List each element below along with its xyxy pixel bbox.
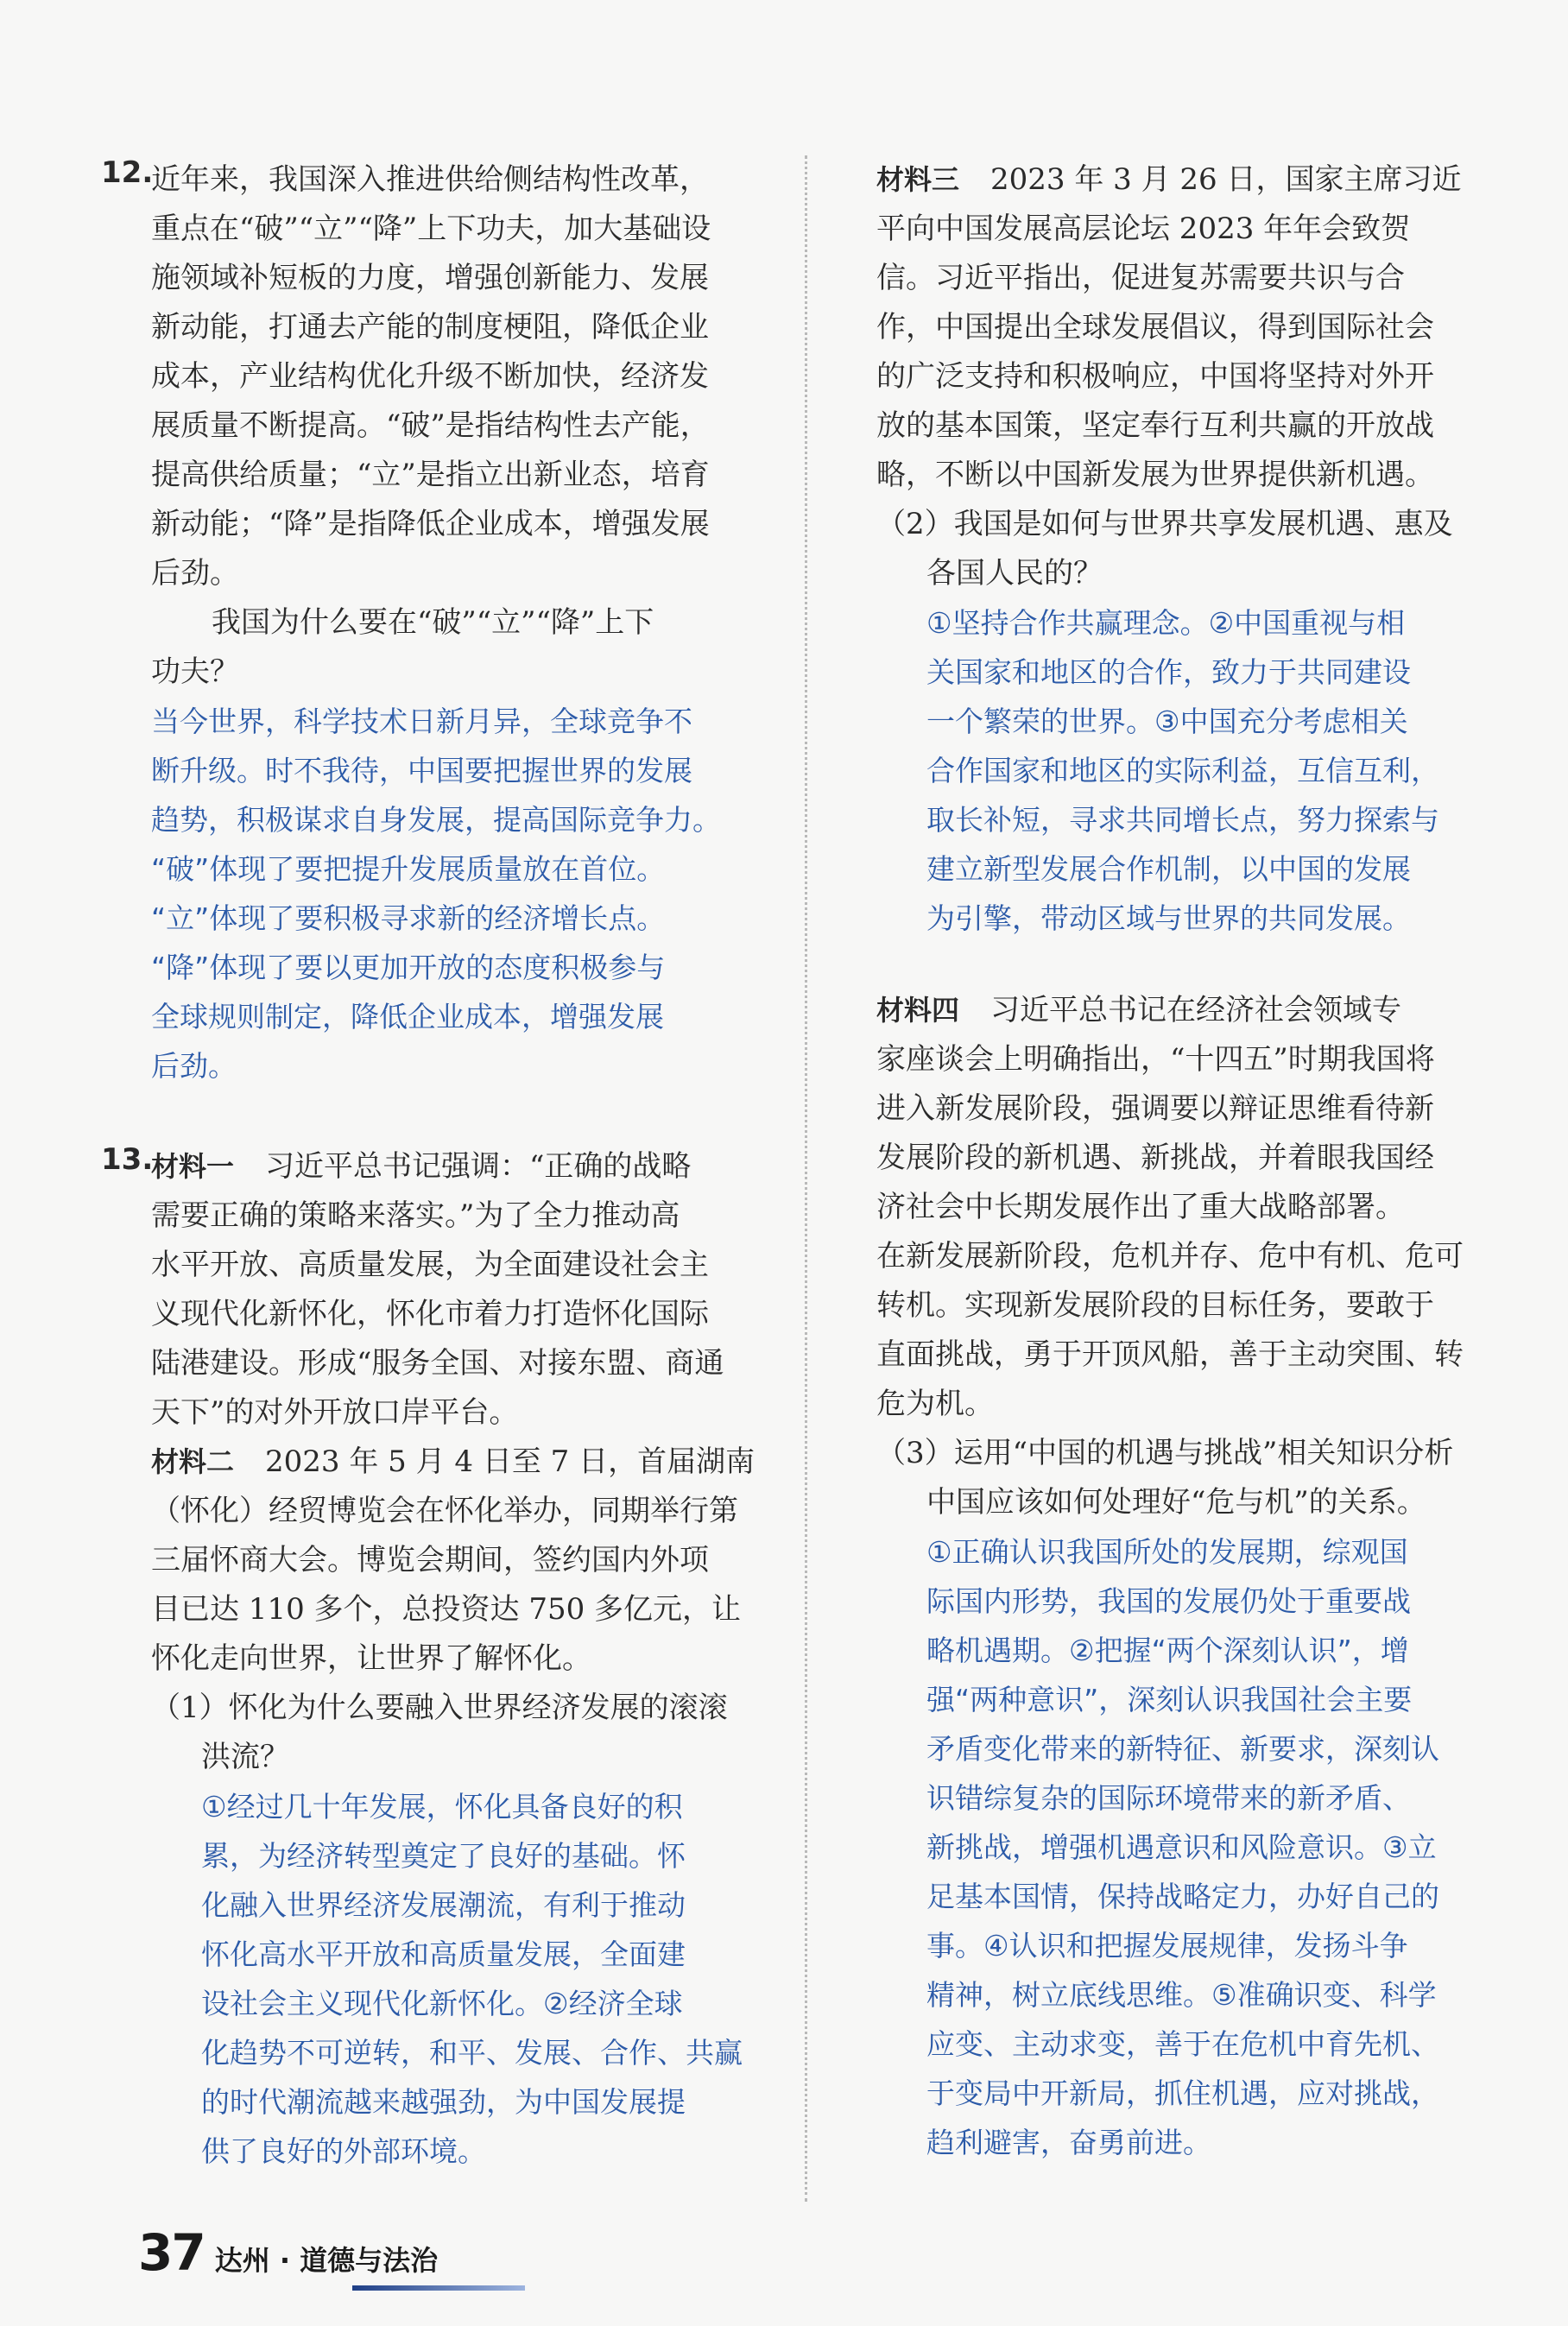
material-1-label: 材料一 <box>151 1150 235 1183</box>
answer-3-line: 新挑战，增强机遇意识和风险意识。③立 <box>926 1830 1437 1864</box>
spacer <box>876 943 1472 986</box>
material-4-label: 材料四 <box>876 994 960 1027</box>
q12-answer-line: 当今世界，科学技术日新月异，全球竞争不 <box>151 705 692 738</box>
material-4-line: 进入新发展阶段，强调要以辩证思维看待新 <box>876 1091 1434 1126</box>
sub-question-3: 中国应该如何处理好“危与机”的关系。 <box>926 1485 1426 1520</box>
material-4-line: 家座谈会上明确指出，“十四五”时期我国将 <box>876 1042 1435 1077</box>
q12-text-line: 近年来，我国深入推进供给侧结构性改革， <box>151 162 709 197</box>
q12-answer-line: “破”体现了要把提升发展质量放在首位。 <box>151 852 666 886</box>
right-column <box>876 155 1472 2167</box>
answer-3-line: 强“两种意识”，深刻认识我国社会主要 <box>926 1683 1413 1716</box>
answer-3-line: 事。④认识和把握发展规律，发扬斗争 <box>926 1929 1408 1963</box>
question-12 <box>101 155 790 1090</box>
question-number: 12. <box>101 155 154 190</box>
material-1-line: 需要正确的策略来落实。”为了全力推动高 <box>151 1198 680 1233</box>
material-3-line: 作，中国提出全球发展倡议，得到国际社会 <box>876 310 1434 344</box>
answer-1-line: 供了良好的外部环境。 <box>201 2134 486 2168</box>
material-3-line: 放的基本国策，坚定奉行互利共赢的开放战 <box>876 408 1434 443</box>
answer-2-line: 建立新型发展合作机制，以中国的发展 <box>926 852 1411 886</box>
q12-text-line: 新动能；“降”是指降低企业成本，增强发展 <box>151 507 710 541</box>
material-2-line: （怀化）经贸博览会在怀化举办，同期举行第 <box>151 1494 738 1528</box>
answer-3-line: 略机遇期。②把握“两个深刻认识”，增 <box>926 1634 1409 1667</box>
answer-1-line: 累，为经济转型奠定了良好的基础。怀 <box>201 1839 686 1873</box>
material-2-line: 2023 年 5 月 4 日至 7 日，首届湖南 <box>265 1444 756 1479</box>
material-3-line: 平向中国发展高层论坛 2023 年年会致贺 <box>876 212 1411 246</box>
material-3-label: 材料三 <box>876 163 960 196</box>
answer-3-line: 应变、主动求变，善于在危机中育先机、 <box>926 2027 1439 2061</box>
q12-answer-line: 趋势，积极谋求自身发展，提高国际竞争力。 <box>151 803 721 837</box>
sub-question-2: （2）我国是如何与世界共享发展机遇、惠及 <box>876 507 1453 541</box>
page-number: 37 <box>138 2223 205 2282</box>
question-13 <box>101 1142 790 2176</box>
answer-1-line: ①经过几十年发展，怀化具备良好的积 <box>201 1790 683 1824</box>
material-1-line: 习近平总书记强调：“正确的战略 <box>265 1149 692 1184</box>
material-4-line: 危为机。 <box>876 1387 994 1421</box>
q12-text-line: 提高供给质量；“立”是指立出新业态，培育 <box>151 458 710 492</box>
material-4-line: 直面挑战，勇于开顶风船，善于主动突围、转 <box>876 1337 1464 1372</box>
q12-text-line: 新动能，打通去产能的制度梗阻，降低企业 <box>151 310 709 344</box>
q12-answer-line: 断升级。时不我待，中国要把握世界的发展 <box>151 754 692 787</box>
answer-2-line: 合作国家和地区的实际利益，互信互利， <box>926 754 1439 787</box>
q12-text-line: 重点在“破”“立”“降”上下功夫，加大基础设 <box>151 212 711 246</box>
material-1-line: 天下”的对外开放口岸平台。 <box>151 1395 519 1430</box>
q12-text-line: 施领域补短板的力度，增强创新能力、发展 <box>151 261 709 295</box>
material-3-line: 2023 年 3 月 26 日，国家主席习近 <box>990 162 1462 197</box>
answer-2-line: 取长补短，寻求共同增长点，努力探索与 <box>926 803 1439 837</box>
answer-2-line: ①坚持合作共赢理念。②中国重视与相 <box>926 606 1406 640</box>
question-number: 13. <box>101 1142 154 1177</box>
column-divider <box>805 155 807 2202</box>
book-title: 达州 · 道德与法治 <box>214 2244 439 2277</box>
q12-text-line: 后劲。 <box>151 556 239 591</box>
q12-text-line: 成本，产业结构优化升级不断加快，经济发 <box>151 359 709 394</box>
material-4-line: 习近平总书记在经济社会领域专 <box>990 993 1402 1027</box>
answer-3-line: 足基本国情，保持战略定力，办好自己的 <box>926 1880 1439 1913</box>
material-1-line: 水平开放、高质量发展，为全面建设社会主 <box>151 1248 709 1282</box>
sub-question-1: 洪流？ <box>201 1740 289 1774</box>
answer-1-line: 化趋势不可逆转，和平、发展、合作、共赢 <box>201 2036 743 2070</box>
material-1-line: 义现代化新怀化，怀化市着力打造怀化国际 <box>151 1297 709 1331</box>
material-3-line: 的广泛支持和积极响应，中国将坚持对外开 <box>876 359 1434 394</box>
answer-1-line: 怀化高水平开放和高质量发展，全面建 <box>201 1937 686 1971</box>
material-3-line: 略，不断以中国新发展为世界提供新机遇。 <box>876 458 1434 492</box>
q12-answer-line: “降”体现了要以更加开放的态度积极参与 <box>151 951 666 984</box>
q12-answer-line: “立”体现了要积极寻求新的经济增长点。 <box>151 901 666 935</box>
material-2-line: 怀化走向世界，让世界了解怀化。 <box>151 1641 591 1676</box>
q12-answer-line: 全球规则制定，降低企业成本，增强发展 <box>151 1000 664 1033</box>
answer-3-line: 际国内形势，我国的发展仍处于重要战 <box>926 1584 1411 1618</box>
answer-3-line: ①正确认识我国所处的发展期，综观国 <box>926 1535 1408 1569</box>
q12-answer-line: 后劲。 <box>151 1049 237 1083</box>
answer-3-line: 趋利避害，奋勇前进。 <box>926 2126 1211 2159</box>
sub-question-2: 各国人民的？ <box>926 556 1103 591</box>
material-1-line: 陆港建设。形成“服务全国、对接东盟、商通 <box>151 1346 724 1381</box>
sub-question-3: （3）运用“中国的机遇与挑战”相关知识分析 <box>876 1436 1454 1470</box>
material-2-line: 三届怀商大会。博览会期间，签约国内外项 <box>151 1543 709 1577</box>
left-column <box>101 155 790 2176</box>
answer-1-line: 设社会主义现代化新怀化。②经济全球 <box>201 1987 683 2020</box>
material-2-line: 目已达 110 多个，总投资达 750 多亿元，让 <box>151 1592 742 1627</box>
page-footer <box>138 2223 438 2282</box>
sub-question-1: （1）怀化为什么要融入世界经济发展的滚滚 <box>151 1691 728 1725</box>
answer-2-line: 一个繁荣的世界。③中国充分考虑相关 <box>926 705 1408 738</box>
material-4-line: 发展阶段的新机遇、新挑战，并着眼我国经 <box>876 1141 1434 1175</box>
answer-1-line: 的时代潮流越来越强劲，为中国发展提 <box>201 2085 686 2119</box>
material-2-label: 材料二 <box>151 1445 235 1478</box>
material-3-line: 信。习近平指出，促进复苏需要共识与合 <box>876 261 1405 295</box>
q12-question-line: 功夫？ <box>151 654 239 689</box>
answer-2-line: 为引擎，带动区域与世界的共同发展。 <box>926 901 1411 935</box>
answer-1-line: 化融入世界经济发展潮流，有利于推动 <box>201 1888 686 1922</box>
answer-3-line: 矛盾变化带来的新特征、新要求，深刻认 <box>926 1732 1439 1766</box>
answer-3-line: 识错综复杂的国际环境带来的新矛盾、 <box>926 1781 1411 1815</box>
material-4-line: 济社会中长期发展作出了重大战略部署。 <box>876 1190 1405 1224</box>
q12-text-line: 展质量不断提高。“破”是指结构性去产能， <box>151 408 710 443</box>
material-4-line: 转机。实现新发展阶段的目标任务，要敢于 <box>876 1288 1434 1323</box>
answer-2-line: 关国家和地区的合作，致力于共同建设 <box>926 655 1411 689</box>
spacer <box>151 1090 790 1142</box>
footer-accent-bar <box>352 2285 525 2291</box>
answer-3-line: 精神，树立底线思维。⑤准确识变、科学 <box>926 1978 1437 2012</box>
q12-question-line: 我国为什么要在“破”“立”“降”上下 <box>212 605 654 640</box>
material-4-line: 在新发展新阶段，危机并存、危中有机、危可 <box>876 1239 1464 1274</box>
answer-3-line: 于变局中开新局，抓住机遇，应对挑战， <box>926 2076 1439 2110</box>
